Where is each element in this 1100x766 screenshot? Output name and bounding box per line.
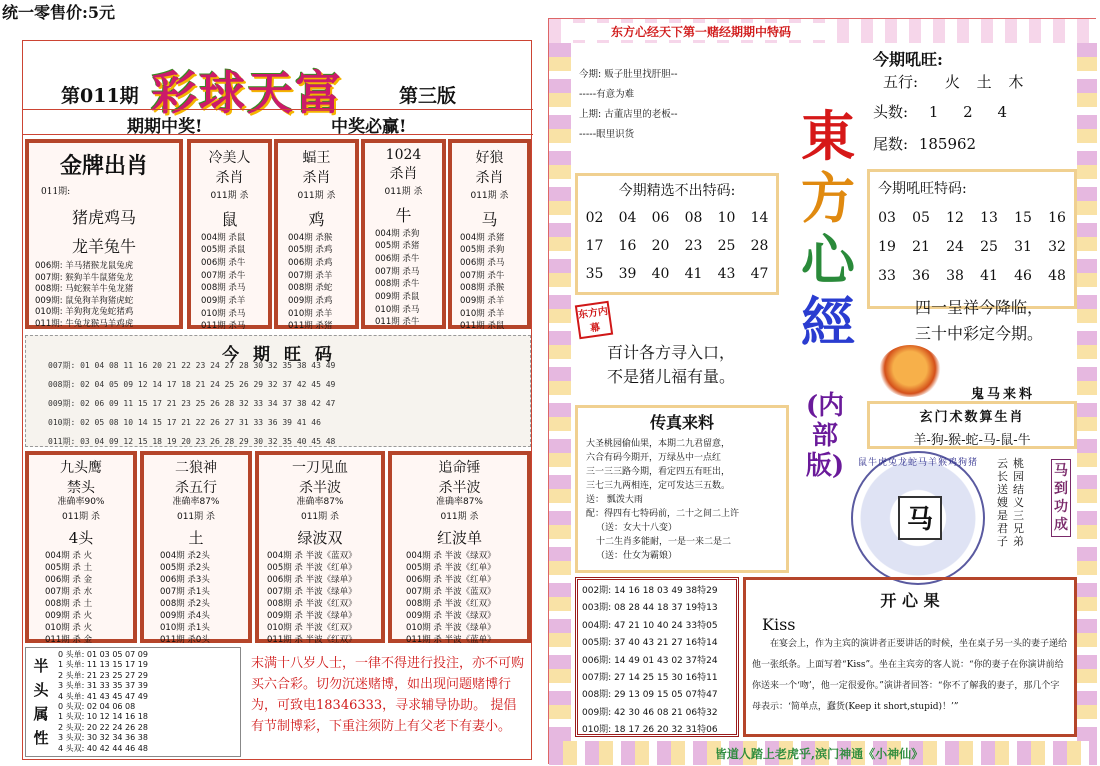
list-item: 007期 杀 水 (45, 587, 93, 597)
list-item: 0 头双: 02 04 06 08 (58, 702, 136, 712)
table-row: 008期: 02 04 05 09 12 14 17 18 21 24 25 26 29 32 37 42 45 49 (48, 380, 336, 389)
number-cell: 19 (878, 239, 896, 255)
number-cell: 41 (980, 268, 998, 284)
main-title-char: 經 (801, 290, 855, 354)
hou-wei-value: 185962 (918, 135, 977, 153)
kill-history (375, 228, 442, 330)
bottom-box-1 (25, 451, 137, 643)
bottom-rate: 准确率87% (435, 497, 483, 507)
list-item: 010期 杀马 (375, 304, 420, 315)
list-item: 005期 杀猪 (375, 241, 420, 252)
bottom-history (406, 550, 527, 646)
list-item: 008期 杀 半波《红双》 (406, 599, 496, 609)
list-item: 008期 杀牛 (375, 279, 420, 290)
wang-rows (48, 356, 335, 451)
slogan-1: 期期中奖! (127, 117, 203, 137)
bottom-title-2: 杀五行 (175, 480, 217, 496)
sixiang-line: 三十中彩定今期。 (915, 324, 1044, 343)
notice-line-2: 提倡有节制博彩，下重注须防上有父老下有妻小。 (251, 698, 517, 734)
number-cell: 25 (717, 238, 736, 254)
list-item: 007期: 猴狗羊牛鼠猪兔龙 (35, 272, 134, 283)
wheel-ring-text: 鼠牛虎兔龙蛇马羊猴鸡狗猪 (857, 458, 978, 468)
subtitle-inner: (内部版) (805, 391, 845, 481)
attr-label-char: 头 (33, 681, 49, 699)
gold-history (35, 261, 179, 331)
number-cell: 33 (878, 268, 896, 284)
list-item: 2 头双: 20 22 24 26 28 (58, 722, 148, 732)
gold-line2: 龙羊兔牛 (71, 237, 136, 256)
number-cell: 36 (912, 268, 930, 284)
list-item: 011期 杀 半波《红双》 (267, 635, 357, 645)
verse-line: 今期: 贩子肚里找肝胆-- (579, 69, 678, 80)
wheel-center: 马 (898, 496, 942, 540)
list-item: 010期 杀马 (201, 308, 246, 319)
slogan-2: 中奖必赢! (331, 117, 407, 137)
list-item: 005期 杀鸡 (288, 245, 333, 256)
main-title (791, 105, 865, 353)
list-item: 008期 杀马 (201, 283, 246, 294)
list-item: 008期 杀蛇 (288, 283, 333, 294)
list-item: 010期 杀 火 (45, 623, 93, 633)
table-row: 002期: 14 16 18 03 49 38特29 (582, 586, 718, 596)
main-title-char: 方 (801, 166, 855, 230)
list-item: 007期 杀1头 (160, 587, 210, 597)
list-item: 009期 杀 半波《绿双》 (406, 611, 496, 621)
bottom-rate: 准确率90% (57, 497, 105, 507)
bottom-title-1: 九头鹰 (60, 460, 102, 476)
number-cell: 21 (912, 239, 930, 255)
bottom-history (45, 550, 133, 646)
kill-history (288, 232, 355, 334)
hou-tou (873, 101, 1017, 122)
list-item: 006期 杀牛 (375, 253, 420, 264)
kill-sub: 011期 杀 (384, 187, 423, 197)
table-row: 010期: 02 05 08 10 14 15 17 21 22 26 27 31 33 36 39 41 46 (48, 418, 321, 427)
kaixin-title: 开 心 果 (880, 591, 940, 610)
list-item: 010期 杀1头 (160, 623, 210, 633)
chuanzhen-lines (586, 437, 786, 563)
number-cell: 32 (1048, 239, 1066, 255)
list-item: 0 头单: 01 03 05 07 09 (58, 650, 148, 659)
list-item: 1 头单: 11 13 15 17 19 (58, 660, 148, 670)
baiji-line: 百计各方寻入口， (607, 343, 736, 362)
list-item: 004期 杀 半波《蓝双》 (267, 551, 357, 561)
table-row: 003期: 08 28 44 18 37 19特13 (582, 603, 718, 614)
houte-grid (870, 210, 1074, 284)
kill-title-1: 蝠王 (302, 150, 331, 166)
kill-title-2: 杀肖 (475, 170, 504, 186)
side-verse-line: 云长送嫂是君子 (997, 457, 1008, 548)
hou-wei-label: 尾数: (873, 135, 909, 153)
bottom-title-1: 二狼神 (175, 460, 217, 476)
list-item: 010期: 羊狗狗龙兔蛇猪鸡 (35, 307, 134, 318)
bottom-history (267, 550, 381, 646)
list-item: 4 头单: 41 43 45 47 49 (58, 691, 148, 701)
edition-label: 第三版 (399, 85, 457, 107)
results-box (575, 577, 739, 737)
kaixin-kiss: Kiss (762, 615, 796, 634)
verse-box (579, 65, 769, 145)
list-item: 005期 杀 半波《红单》 (267, 563, 357, 573)
table-row: 009期: 02 06 09 11 15 17 21 23 25 26 28 32 33 34 37 38 42 47 (48, 399, 336, 408)
tiger-icon (879, 345, 941, 397)
list-item: 009期 杀4头 (160, 611, 210, 621)
list-item: 011期: 牛兔龙猴马羊鸡虎 (35, 318, 134, 329)
hou-tou-label: 头数: (873, 103, 909, 121)
list-item: 005期 杀鼠 (201, 245, 246, 256)
table-row: 008期: 29 13 09 15 05 07特47 (582, 690, 718, 701)
hou-wuxing (883, 71, 1029, 92)
list-item: 004期 杀 火 (45, 551, 93, 561)
sixiang-line: 四一呈祥今降临， (915, 298, 1044, 317)
kill-box-2 (274, 139, 359, 332)
flower-border-right (1077, 43, 1097, 743)
list-item: 004期 杀鼠 (201, 232, 246, 243)
number-cell: 24 (946, 239, 964, 255)
hou-title: 今期吼旺: (873, 50, 943, 69)
jingxuan-box (575, 173, 779, 295)
list-item: 009期 杀鸡 (288, 296, 333, 307)
kill-box-4 (448, 139, 531, 332)
kill-answer: 牛 (395, 205, 412, 225)
chuanzhen-line: （送：女大十八变） (596, 523, 678, 533)
list-item: 007期 杀 半波《绿单》 (267, 587, 357, 597)
list-item: 010期 杀 半波《红双》 (267, 623, 357, 633)
list-item: 010期 杀羊 (460, 308, 505, 319)
list-item: 006期 杀鸡 (288, 257, 333, 268)
bottom-box-4 (388, 451, 531, 643)
number-cell: 04 (618, 210, 637, 226)
list-item: 006期: 羊马猪猴龙鼠兔虎 (35, 261, 134, 271)
number-cell: 16 (1048, 210, 1066, 226)
number-cell: 05 (912, 210, 930, 226)
xuanmen-box (867, 401, 1077, 449)
bottom-box-2 (140, 451, 252, 643)
xuanmen-list: 羊-狗-猴-蛇-马-鼠-牛 (913, 433, 1031, 448)
list-item: 007期 杀牛 (201, 270, 246, 281)
kill-title-1: 冷美人 (208, 150, 251, 166)
list-item: 008期 杀 土 (45, 599, 93, 609)
list-item: 011期 杀 半波《蓝单》 (406, 635, 496, 645)
bottom-answer: 土 (188, 529, 204, 547)
list-item: 004期 杀猴 (288, 232, 333, 243)
list-item: 005期 杀 土 (45, 563, 93, 573)
xuanmen-title: 玄门术数算生肖 (919, 410, 1025, 425)
list-item: 007期 杀马 (375, 266, 420, 277)
kill-title-2: 杀肖 (302, 170, 331, 186)
bottom-rate: 准确率87% (172, 497, 220, 507)
number-cell: 20 (651, 238, 670, 254)
list-item: 3 头单: 31 33 35 37 39 (58, 681, 148, 691)
kill-sub: 011期 杀 (210, 191, 249, 201)
number-cell: 12 (946, 210, 964, 226)
list-item: 2 头单: 21 23 25 27 29 (58, 670, 148, 680)
wang-title: 今 期 旺 码 (222, 345, 336, 365)
table-row: 007期: 27 14 25 15 30 16特11 (582, 673, 718, 684)
list-item: 005期 杀2头 (160, 563, 210, 573)
bottom-sub: 011期 杀 (440, 511, 479, 522)
gold-issue: 011期: (41, 187, 71, 197)
chuanzhen-line: 六合有码今期开，万绿丛中一点红 (586, 453, 722, 463)
notice-line-1: 末满十八岁人士，一律不得进行投注，亦不可购买六合彩。切勿沉迷赌博，如出现问题赌博行为，可致电18346333，寻求辅导协助。 (251, 656, 525, 713)
attr-label (30, 654, 52, 750)
list-item: 006期 杀 半波《红单》 (406, 575, 496, 585)
hou-tou-value: 1 2 4 (928, 103, 1018, 121)
number-cell: 23 (684, 238, 703, 254)
list-item: 009期 杀 火 (45, 611, 93, 621)
kill-answer: 马 (481, 209, 498, 229)
number-cell: 43 (717, 266, 736, 282)
hou-wuxing-label: 五行: (883, 73, 919, 91)
verse-line: -----有意为难 (579, 89, 635, 100)
bottom-sub: 011期 杀 (176, 511, 216, 522)
list-item: 009期 杀鼠 (375, 292, 420, 303)
number-cell: 35 (585, 266, 604, 282)
side-seal: 马到功成 (1051, 459, 1071, 537)
list-item: 1 头双: 10 12 14 16 18 (58, 712, 148, 722)
list-item: 007期 杀 半波《蓝双》 (406, 587, 496, 597)
baiji-line: 不是猪儿福有量。 (607, 367, 736, 386)
number-cell: 03 (878, 210, 896, 226)
list-item: 009期 杀羊 (201, 296, 246, 307)
number-cell: 41 (684, 266, 703, 282)
number-cell: 16 (618, 238, 637, 254)
kaixin-box (743, 577, 1077, 737)
bottom-answer: 4头 (68, 529, 94, 547)
attr-label-char: 性 (33, 729, 49, 747)
list-item: 009期 杀 半波《绿单》 (267, 611, 357, 621)
list-item: 006期 杀 金 (45, 575, 93, 585)
price-label: 统一零售价:5元 (2, 3, 116, 22)
hou-box (869, 47, 1079, 167)
list-item: 4 头双: 40 42 44 46 48 (58, 743, 148, 753)
number-cell: 15 (1014, 210, 1032, 226)
number-cell: 47 (750, 266, 769, 282)
list-item: 006期 杀3头 (160, 575, 210, 585)
issue-label: 第011期 (61, 85, 139, 107)
attr-box (25, 647, 241, 757)
list-item: 006期 杀牛 (201, 257, 246, 268)
list-item: 008期 杀 半波《红双》 (267, 599, 357, 609)
list-item: 004期 杀2头 (160, 551, 210, 561)
chuanzhen-line: 十二生肖多能耐，一是一来二是二 (596, 537, 732, 547)
list-item: 011期 杀马 (201, 321, 246, 332)
zodiac-wheel (851, 451, 985, 585)
kaixin-story: 在宴会上，作为主宾的演讲者正要讲话的时候，坐在桌子另一头的妻子递给他一张纸条。上面写着“Kiss”。坐在主宾旁的客人说：“你的妻子在你演讲前给你送来一个‘吻’，他一定很爱你。”演讲者回答：“你不了解我的妻子，那几个字母表示：‘简单点，蠢货(Keep it short,stupid)！’” (752, 639, 1068, 712)
table-row: 004期: 47 21 10 40 24 33特05 (582, 620, 718, 631)
houte-box (867, 169, 1077, 309)
kill-sub: 011期 杀 (297, 191, 336, 201)
number-cell: 17 (585, 238, 604, 254)
list-item: 011期 杀猪 (288, 321, 333, 332)
results-list (582, 583, 736, 740)
list-item: 011期 杀牛 (375, 317, 420, 328)
list-item: 011期 杀鼠 (460, 321, 505, 332)
jingxuan-title: 今期精选不出特码: (618, 183, 736, 199)
left-page (22, 40, 532, 760)
chuanzhen-line: 三七三九两相连，定可发达三五数。 (586, 481, 731, 491)
attr-label-char: 属 (33, 705, 49, 723)
number-cell: 14 (750, 210, 769, 226)
kill-box-3 (361, 139, 446, 329)
chuanzhen-line: 送： 瓢泼大雨 (586, 495, 643, 505)
bottom-title-2: 杀半波 (438, 480, 481, 496)
list-item: 006期 杀马 (460, 257, 505, 268)
guima-text: 鬼马来料 (971, 387, 1036, 402)
side-verse-line: 桃园结义三兄弟 (1013, 457, 1024, 548)
gold-line1: 猪虎鸡马 (71, 208, 136, 227)
attr-rows (58, 650, 148, 754)
gold-box (25, 139, 183, 329)
bottom-title-1: 追命锤 (438, 460, 481, 476)
list-item: 009期 杀羊 (460, 296, 505, 307)
logo-text: 彩球天富 (151, 66, 343, 120)
jingxuan-grid (578, 210, 776, 282)
list-item: 007期 杀牛 (460, 270, 505, 281)
number-cell: 46 (1014, 268, 1032, 284)
chuanzhen-box (575, 405, 789, 573)
list-item: 004期 杀狗 (375, 228, 420, 239)
bottom-title-2: 禁头 (67, 480, 95, 496)
bottom-sub: 011期 杀 (300, 511, 340, 522)
baiji-text (607, 341, 735, 389)
slogan-bar (23, 109, 533, 135)
kill-box-1 (187, 139, 272, 332)
kill-answer: 鸡 (308, 209, 325, 229)
list-item: 004期 杀 半波《绿双》 (406, 551, 496, 561)
table-row: 006期: 14 49 01 43 02 37特24 (582, 655, 718, 666)
list-item: 010期 杀 半波《绿单》 (406, 623, 496, 633)
list-item: 007期 杀羊 (288, 270, 333, 281)
list-item: 008期 杀猴 (460, 283, 505, 294)
table-row: 005期: 37 40 43 21 27 16特14 (582, 638, 718, 649)
bottom-rate: 准确率87% (296, 497, 344, 507)
number-cell: 31 (1014, 239, 1032, 255)
bottom-answer: 绿波双 (297, 529, 343, 547)
main-title-char: 心 (801, 228, 855, 292)
chuanzhen-line: 配：得四有七特码前，二十之间二上许 (586, 509, 740, 519)
wang-box (25, 335, 531, 447)
banner-text: 东方心经天下第一赌经期期中特码 (571, 23, 831, 40)
list-item: 005期 杀 半波《红单》 (406, 563, 496, 573)
sixiang-text (915, 295, 1043, 347)
list-item: 010期 杀羊 (288, 308, 333, 319)
notice-text (251, 653, 527, 737)
number-cell: 10 (717, 210, 736, 226)
bottom-title-2: 杀半波 (299, 480, 341, 496)
kill-history (201, 232, 268, 334)
table-row: 011期: 03 04 09 12 15 18 19 20 23 26 28 29 30 32 35 40 45 48 (48, 437, 336, 446)
number-cell: 40 (651, 266, 670, 282)
number-cell: 38 (946, 268, 964, 284)
kill-history (460, 232, 527, 334)
list-item: 004期 杀猪 (460, 232, 505, 243)
table-row: 007期: 01 04 08 11 16 20 21 22 23 24 27 28 30 32 35 38 43 49 (48, 361, 336, 370)
kill-title-2: 杀肖 (215, 170, 244, 186)
chuanzhen-line: （送：仕女为霸娘） (596, 551, 678, 561)
verse-line: 上期: 古董店里的老板-- (579, 109, 678, 120)
list-item: 3 头双: 30 32 34 36 38 (58, 733, 148, 743)
hou-wei (873, 133, 976, 154)
bottom-history (160, 550, 248, 646)
gold-title: 金牌出肖 (59, 153, 148, 179)
chuanzhen-title: 传真来料 (649, 413, 714, 432)
footer-text: 皆道人踏上老虎乎,滨门神通《小神仙》 (714, 747, 924, 761)
bottom-box-3 (255, 451, 385, 643)
stamp-badge: 东方内幕 (575, 301, 613, 339)
number-cell: 13 (980, 210, 998, 226)
table-row: 009期: 42 30 46 08 21 06特32 (582, 707, 718, 718)
houte-title: 今期吼旺特码: (878, 181, 967, 197)
chuanzhen-line: 大圣桃园偷仙果，本期二九君留意， (586, 439, 731, 449)
kill-title-2: 杀肖 (389, 166, 418, 182)
kill-answer: 鼠 (221, 209, 238, 229)
hou-wuxing-value: 火 土 木 (944, 73, 1030, 91)
flower-border-left (549, 43, 571, 743)
kill-title-1: 好狼 (475, 150, 504, 166)
bottom-sub: 011期 杀 (61, 511, 101, 522)
side-verse (997, 457, 1025, 548)
list-item: 011期 杀0头 (160, 635, 210, 645)
number-cell: 48 (1048, 268, 1066, 284)
list-item: 006期 杀 半波《绿单》 (267, 575, 357, 585)
chuanzhen-line: 三一三三路今期，看定四五有旺出， (586, 467, 731, 477)
right-page (548, 18, 1096, 764)
list-item: 009期: 鼠兔狗羊狗猪虎蛇 (35, 295, 134, 306)
number-cell: 02 (585, 210, 604, 226)
table-row: 010期: 18 17 26 20 32 31特06 (582, 725, 718, 736)
list-item: 005期 杀狗 (460, 245, 505, 256)
number-cell: 06 (651, 210, 670, 226)
number-cell: 28 (750, 238, 769, 254)
verse-line: -----眼里识货 (579, 129, 635, 140)
list-item: 008期: 马蛇猴羊牛兔龙猪 (35, 284, 134, 295)
list-item: 011期 杀 金 (45, 635, 93, 645)
number-cell: 08 (684, 210, 703, 226)
number-cell: 39 (618, 266, 637, 282)
bottom-title-1: 一刀见血 (292, 460, 348, 476)
bottom-answer: 红波单 (436, 529, 482, 547)
number-cell: 25 (980, 239, 998, 255)
list-item: 008期 杀2头 (160, 599, 210, 609)
attr-label-char: 半 (33, 657, 49, 675)
main-title-char: 東 (801, 104, 855, 168)
kill-title-1: 1024 (385, 147, 422, 163)
kill-sub: 011期 杀 (470, 191, 509, 201)
